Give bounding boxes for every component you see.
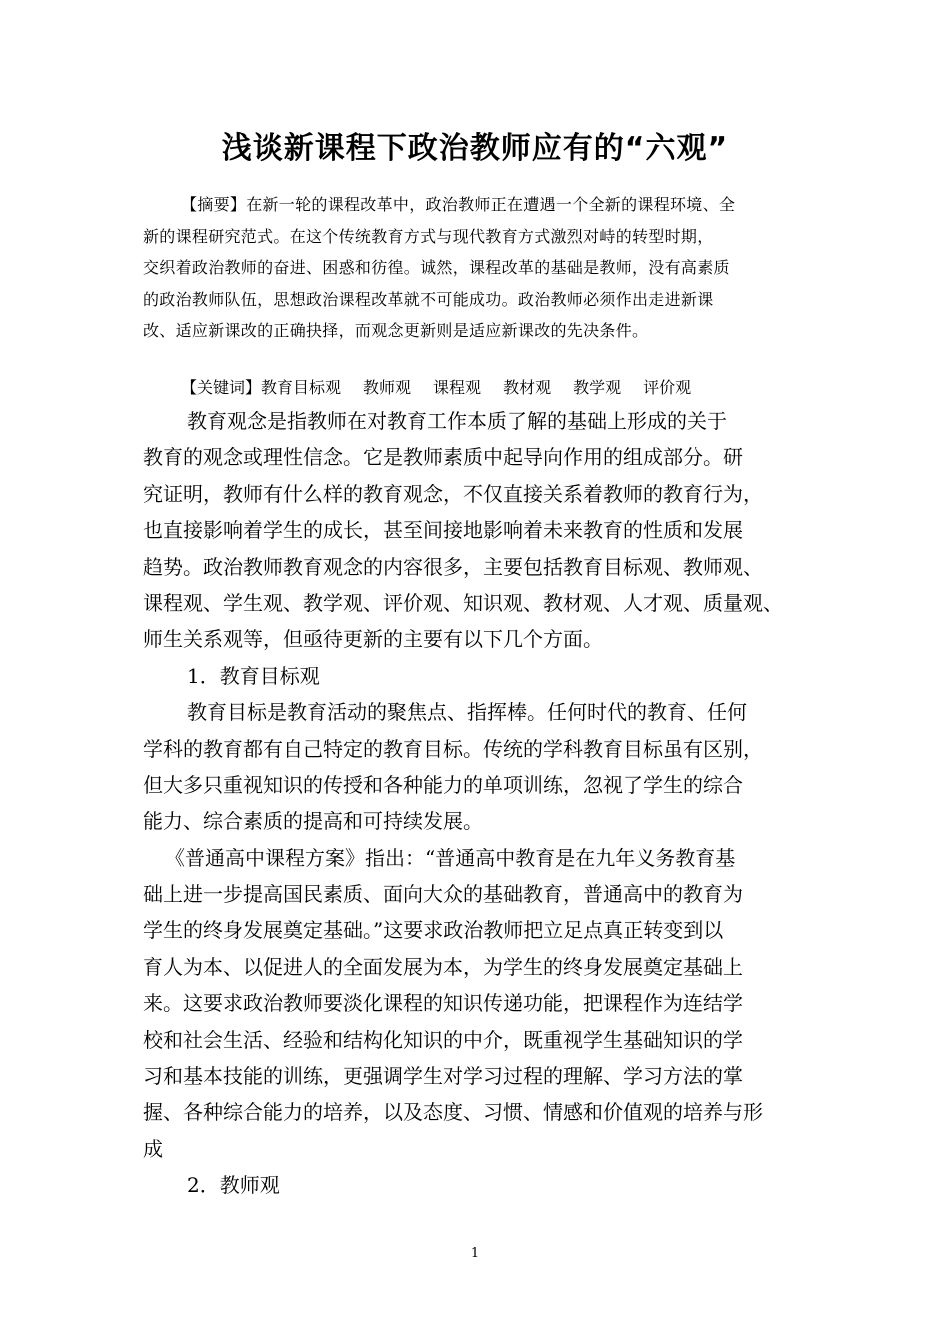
body-line: 成 [143,1136,163,1161]
body-line: 趋势。政治教师教育观念的内容很多，主要包括教育目标观、教师观、 [143,554,763,579]
keyword-item: 教材观 [503,378,552,397]
abstract-line: 新的课程研究范式。在这个传统教育方式与现代教育方式激烈对峙的转型时期， [143,226,714,246]
document-title: 浅谈新课程下政治教师应有的“六观” [221,131,729,166]
body-line: 师生关系观等，但亟待更新的主要有以下几个方面。 [143,627,603,652]
body-text [143,403,813,1204]
keywords-label: 【关键词】 [181,378,262,397]
body-line: 课程观、学生观、教学观、评价观、知识观、教材观、人才观、质量观、 [143,590,783,615]
keyword-item: 教育目标观 [261,378,342,397]
body-line: 育人为本、以促进人的全面发展为本，为学生的终身发展奠定基础上 [143,954,743,979]
body-line: 《普通高中课程方案》指出：“普通高中教育是在九年义务教育基 [165,845,736,870]
body-line: 教育的观念或理性信念。它是教师素质中起导向作用的组成部分。研 [143,445,743,470]
body-line: 习和基本技能的训练，更强调学生对学习过程的理解、学习方法的掌 [143,1064,743,1089]
body-line: 来。这要求政治教师要淡化课程的知识传递功能，把课程作为连结学 [143,991,743,1016]
keyword-item: 教学观 [573,378,622,397]
keyword-item: 教师观 [363,378,412,397]
body-line: 校和社会生活、经验和结构化知识的中介，既重视学生基础知识的学 [143,1027,743,1052]
body-line: 握、各种综合能力的培养，以及态度、习惯、情感和价值观的培养与形 [143,1100,763,1125]
abstract-line: 交织着政治教师的奋进、困惑和彷徨。诚然，课程改革的基础是教师，没有高素质 [143,258,730,277]
keywords-section [181,373,821,403]
keyword-item: 课程观 [433,378,482,397]
body-line: 教育目标是教育活动的聚焦点、指挥棒。任何时代的教育、任何 [187,700,747,725]
page-number: 1 [470,1246,480,1261]
body-line: 但大多只重视知识的传授和各种能力的单项训练，忽视了学生的综合 [143,772,743,797]
body-line: 学科的教育都有自己特定的教育目标。传统的学科教育目标虽有区别， [143,736,763,761]
body-line: 教育观念是指教师在对教育工作本质了解的基础上形成的关于 [187,409,727,433]
body-line: 能力、综合素质的提高和可持续发展。 [143,809,483,834]
abstract-section [143,189,813,347]
section-heading-teacher-view: 2．教师观 [187,1173,280,1198]
abstract-line: 改、适应新课改的正确抉择，而观念更新则是适应新课改的先决条件。 [143,321,649,340]
body-line: 究证明，教师有什么样的教育观念，不仅直接关系着教师的教育行为， [143,481,763,506]
keyword-item: 评价观 [643,378,692,397]
abstract-line: 【摘要】在新一轮的课程改革中，政治教师正在遭遇一个全新的课程环境、全 [181,195,736,214]
body-line: 也直接影响着学生的成长，甚至间接地影响着未来教育的性质和发展 [143,518,743,543]
section-heading-education-goals: 1．教育目标观 [187,663,320,688]
body-line: 学生的终身发展奠定基础。”这要求政治教师把立足点真正转变到以 [143,918,724,943]
body-line: 础上进一步提高国民素质、面向大众的基础教育，普通高中的教育为 [143,882,743,907]
abstract-line: 的政治教师队伍，思想政治课程改革就不可能成功。政治教师必须作出走进新课 [143,289,714,309]
